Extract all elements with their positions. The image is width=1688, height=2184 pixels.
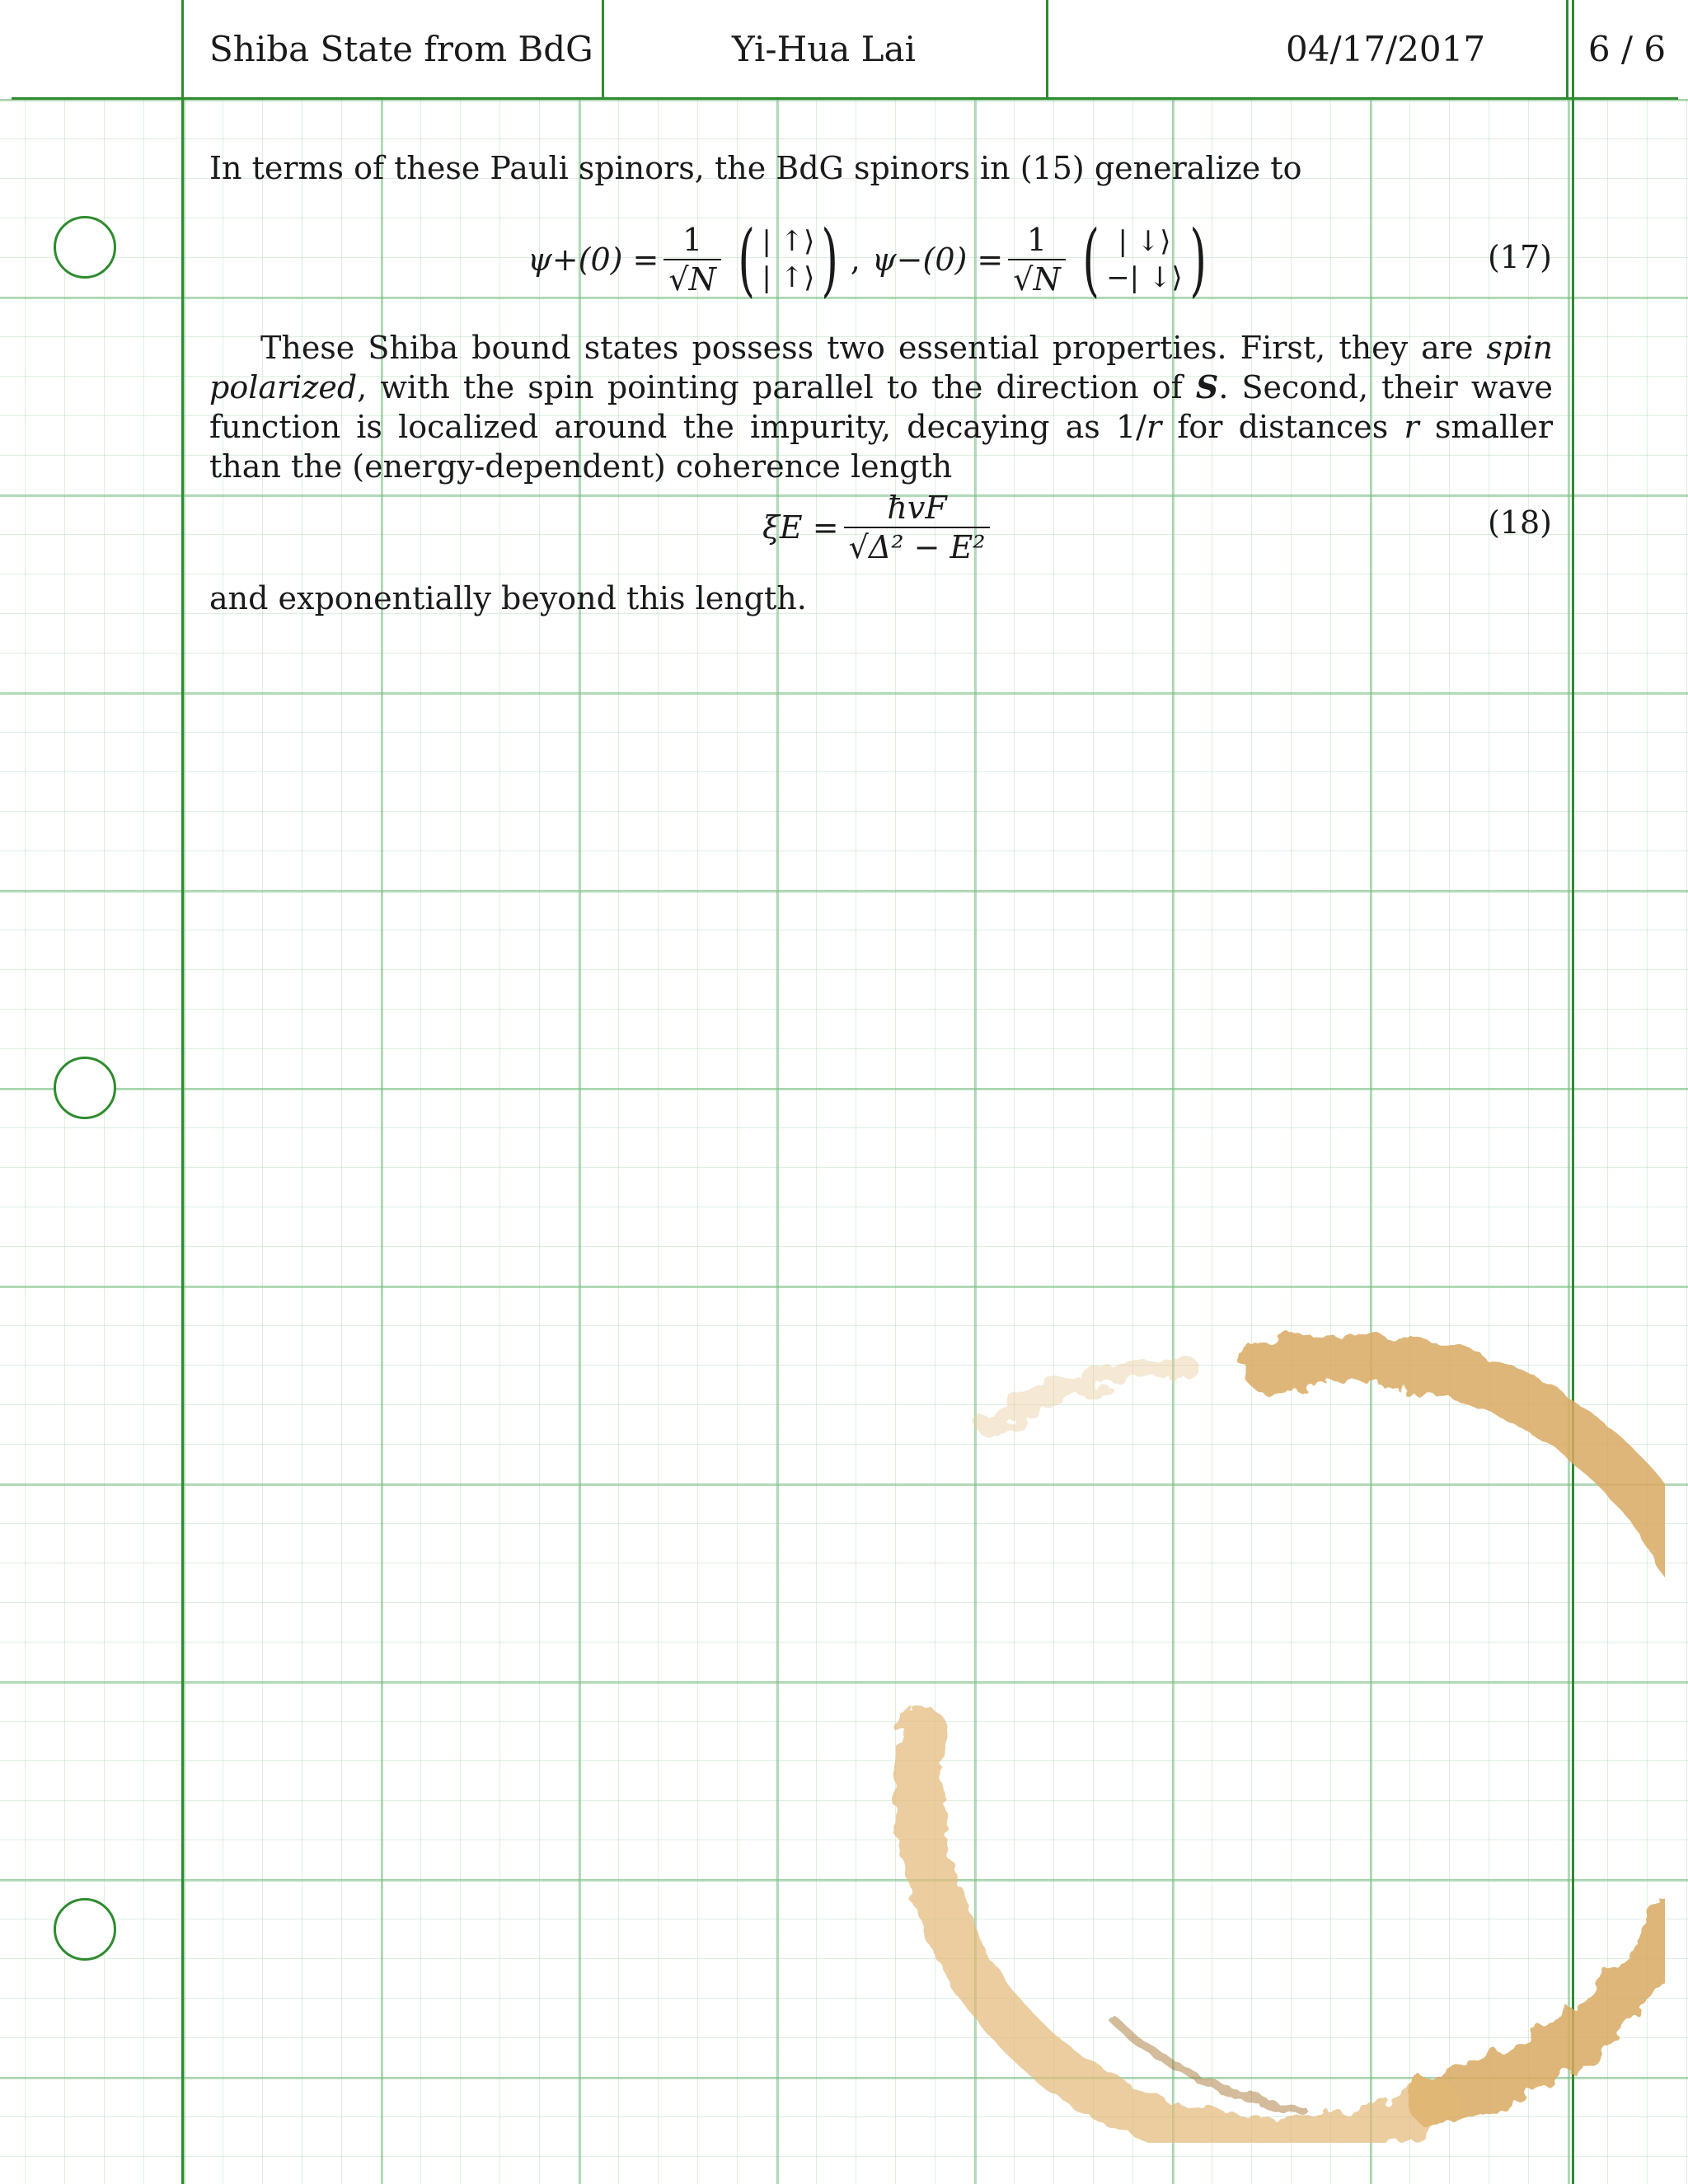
eq17-spinor-minus-top: | ↓⟩ (1118, 225, 1171, 258)
eq18-lhs: ξE = (762, 509, 839, 546)
eq18-denominator: Δ² − E² (868, 529, 986, 565)
punch-hole-bottom (54, 1898, 116, 1961)
eq17-numerator: 1 (682, 222, 703, 258)
paragraph-shiba-properties: These Shiba bound states possess two essential properties. First, they are spin polarized, with the spin pointing parallel to the direction of S. Second, their wave function is localized around the impurity, decaying as 1/r for distances r smaller than the (energy-dependent) coherence length (209, 330, 1553, 485)
header-rule (12, 97, 1678, 100)
eq17-spinor-minus-bottom: −| ↓⟩ (1106, 261, 1183, 294)
eq17-comma: , (850, 241, 860, 278)
closing-text: and exponentially beyond this length. (209, 580, 807, 616)
eq17-spinor-plus-top: | ↑⟩ (762, 225, 815, 258)
eq17-fraction-plus: $\frac{1}{√N}$ (663, 223, 720, 297)
eq17-spinor-minus: ( | ↓⟩ −| ↓⟩ ) (1082, 213, 1207, 306)
punch-hole-top (54, 216, 116, 279)
eq18-numerator: ħvF (887, 490, 947, 526)
page-header (0, 0, 1688, 99)
header-page-number: 6 / 6 (1587, 28, 1667, 69)
header-date: 04/17/2017 (1286, 28, 1486, 69)
equation-17-number: (17) (1487, 239, 1552, 275)
left-margin-line (181, 0, 184, 2184)
eq17-fraction-minus: $\frac{1}{√N}$ (1008, 223, 1065, 297)
eq18-fraction: $\frac{\text{ħvF}}{\text{√Δ² − E²}}$ (844, 490, 991, 565)
eq17-lhs-plus: ψ+(0) = (528, 241, 659, 278)
header-divider (1046, 0, 1048, 99)
emphasis-spin-polarized: spin polarized (209, 330, 1553, 405)
header-title: Shiba State from BdG (209, 28, 593, 69)
equation-17 (528, 206, 1218, 313)
eq17-spinor-plus-bottom: | ↑⟩ (762, 261, 815, 294)
vector-s: S (1195, 368, 1219, 405)
eq17-sqrt-n: N (688, 261, 716, 298)
coffee-stain (841, 1319, 1665, 2143)
eq17-lhs-minus: ψ−(0) = (871, 241, 1004, 278)
header-author: Yi-Hua Lai (731, 28, 917, 69)
equation-18 (762, 482, 995, 573)
intro-text: In terms of these Pauli spinors, the BdG spinors in (15) generalize to (209, 150, 1302, 186)
eq17-spinor-plus: ( | ↑⟩ | ↑⟩ ) (738, 213, 839, 306)
punch-hole-middle (54, 1057, 116, 1119)
equation-18-number: (18) (1487, 504, 1552, 541)
